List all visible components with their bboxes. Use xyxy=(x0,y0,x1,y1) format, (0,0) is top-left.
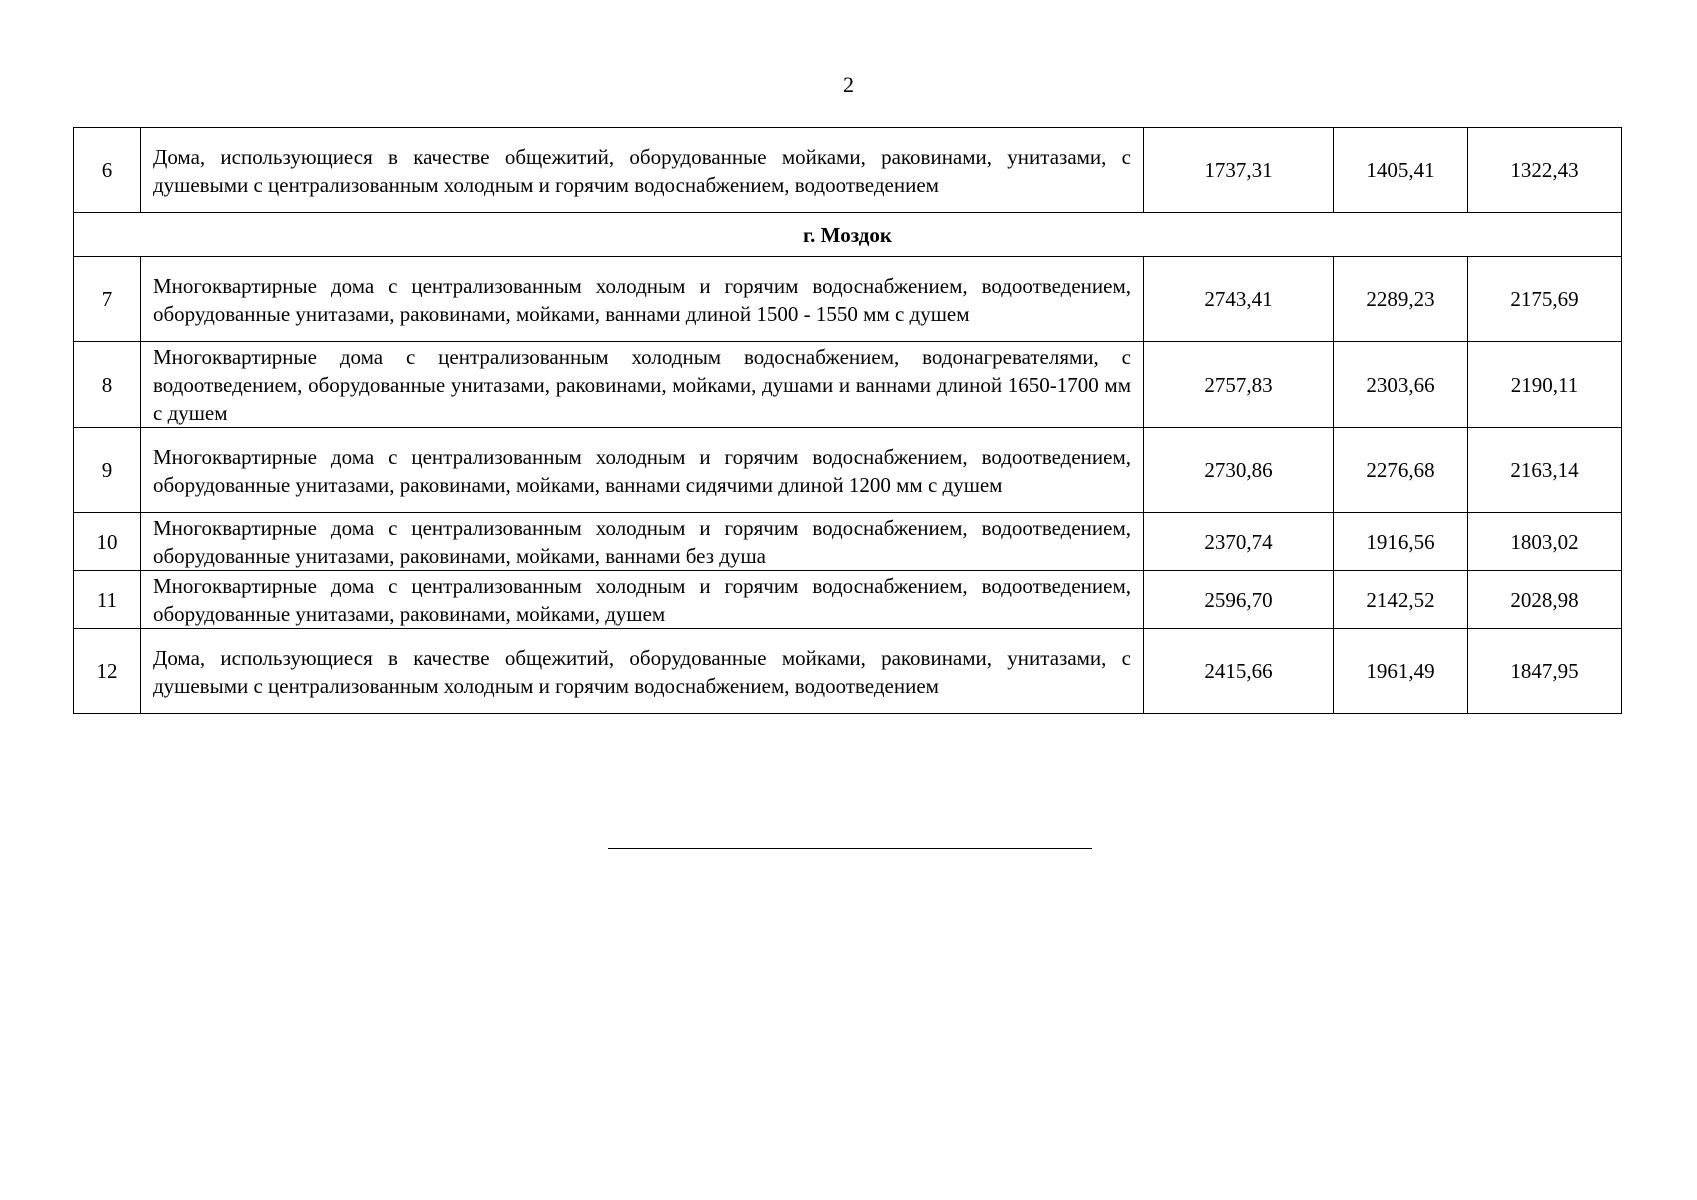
row-description: Многоквартирные дома с централизованным холодным и горячим водоснабжением, водоотведением, оборудованные унитазами, раковинами, мойками, душем xyxy=(141,571,1144,629)
row-description: Многоквартирные дома с централизованным холодным и горячим водоснабжением, водоотведением, оборудованные унитазами, раковинами, мойками, ваннами без душа xyxy=(141,513,1144,571)
row-description: Многоквартирные дома с централизованным холодным водоснабжением, водонагревателями, с водоотведением, оборудованные унитазами, раковинами, мойками, душами и ваннами длиной 1650-1700 мм с душем xyxy=(141,342,1144,428)
table-row xyxy=(74,629,1622,714)
value-cell: 1322,43 xyxy=(1468,128,1622,213)
value-cell: 2757,83 xyxy=(1144,342,1334,428)
value-cell: 2190,11 xyxy=(1468,342,1622,428)
row-number: 7 xyxy=(74,257,141,342)
value-cell: 1737,31 xyxy=(1144,128,1334,213)
value-cell: 1916,56 xyxy=(1334,513,1468,571)
value-cell: 2415,66 xyxy=(1144,629,1334,714)
row-description: Дома, использующиеся в качестве общежитий, оборудованные мойками, раковинами, унитазами, с душевыми с централизованным холодным и горячим водоснабжением, водоотведением xyxy=(141,629,1144,714)
table-row xyxy=(74,571,1622,629)
row-number: 9 xyxy=(74,428,141,513)
value-cell: 2303,66 xyxy=(1334,342,1468,428)
value-cell: 2596,70 xyxy=(1144,571,1334,629)
value-cell: 2289,23 xyxy=(1334,257,1468,342)
section-row xyxy=(74,213,1622,257)
value-cell: 2028,98 xyxy=(1468,571,1622,629)
value-cell: 2370,74 xyxy=(1144,513,1334,571)
tariff-table xyxy=(73,127,1622,714)
value-cell: 2163,14 xyxy=(1468,428,1622,513)
page-number: 2 xyxy=(843,72,854,97)
value-cell: 2743,41 xyxy=(1144,257,1334,342)
row-description: Многоквартирные дома с централизованным холодным и горячим водоснабжением, водоотведением, оборудованные унитазами, раковинами, мойками, ваннами длиной 1500 - 1550 мм с душем xyxy=(141,257,1144,342)
end-separator-line xyxy=(608,848,1092,849)
table-row xyxy=(74,342,1622,428)
table-row xyxy=(74,428,1622,513)
row-number: 12 xyxy=(74,629,141,714)
table-row xyxy=(74,257,1622,342)
value-cell: 1961,49 xyxy=(1334,629,1468,714)
row-number: 6 xyxy=(74,128,141,213)
table-row xyxy=(74,128,1622,213)
table-row xyxy=(74,513,1622,571)
row-number: 8 xyxy=(74,342,141,428)
value-cell: 2730,86 xyxy=(1144,428,1334,513)
value-cell: 1803,02 xyxy=(1468,513,1622,571)
value-cell: 2175,69 xyxy=(1468,257,1622,342)
row-number: 11 xyxy=(74,571,141,629)
row-number: 10 xyxy=(74,513,141,571)
value-cell: 1847,95 xyxy=(1468,629,1622,714)
value-cell: 2142,52 xyxy=(1334,571,1468,629)
row-description: Многоквартирные дома с централизованным холодным и горячим водоснабжением, водоотведением, оборудованные унитазами, раковинами, мойками, ваннами сидячими длиной 1200 мм с душем xyxy=(141,428,1144,513)
value-cell: 1405,41 xyxy=(1334,128,1468,213)
section-title: г. Моздок xyxy=(74,213,1622,257)
value-cell: 2276,68 xyxy=(1334,428,1468,513)
row-description: Дома, использующиеся в качестве общежитий, оборудованные мойками, раковинами, унитазами, с душевыми с централизованным холодным и горячим водоснабжением, водоотведением xyxy=(141,128,1144,213)
